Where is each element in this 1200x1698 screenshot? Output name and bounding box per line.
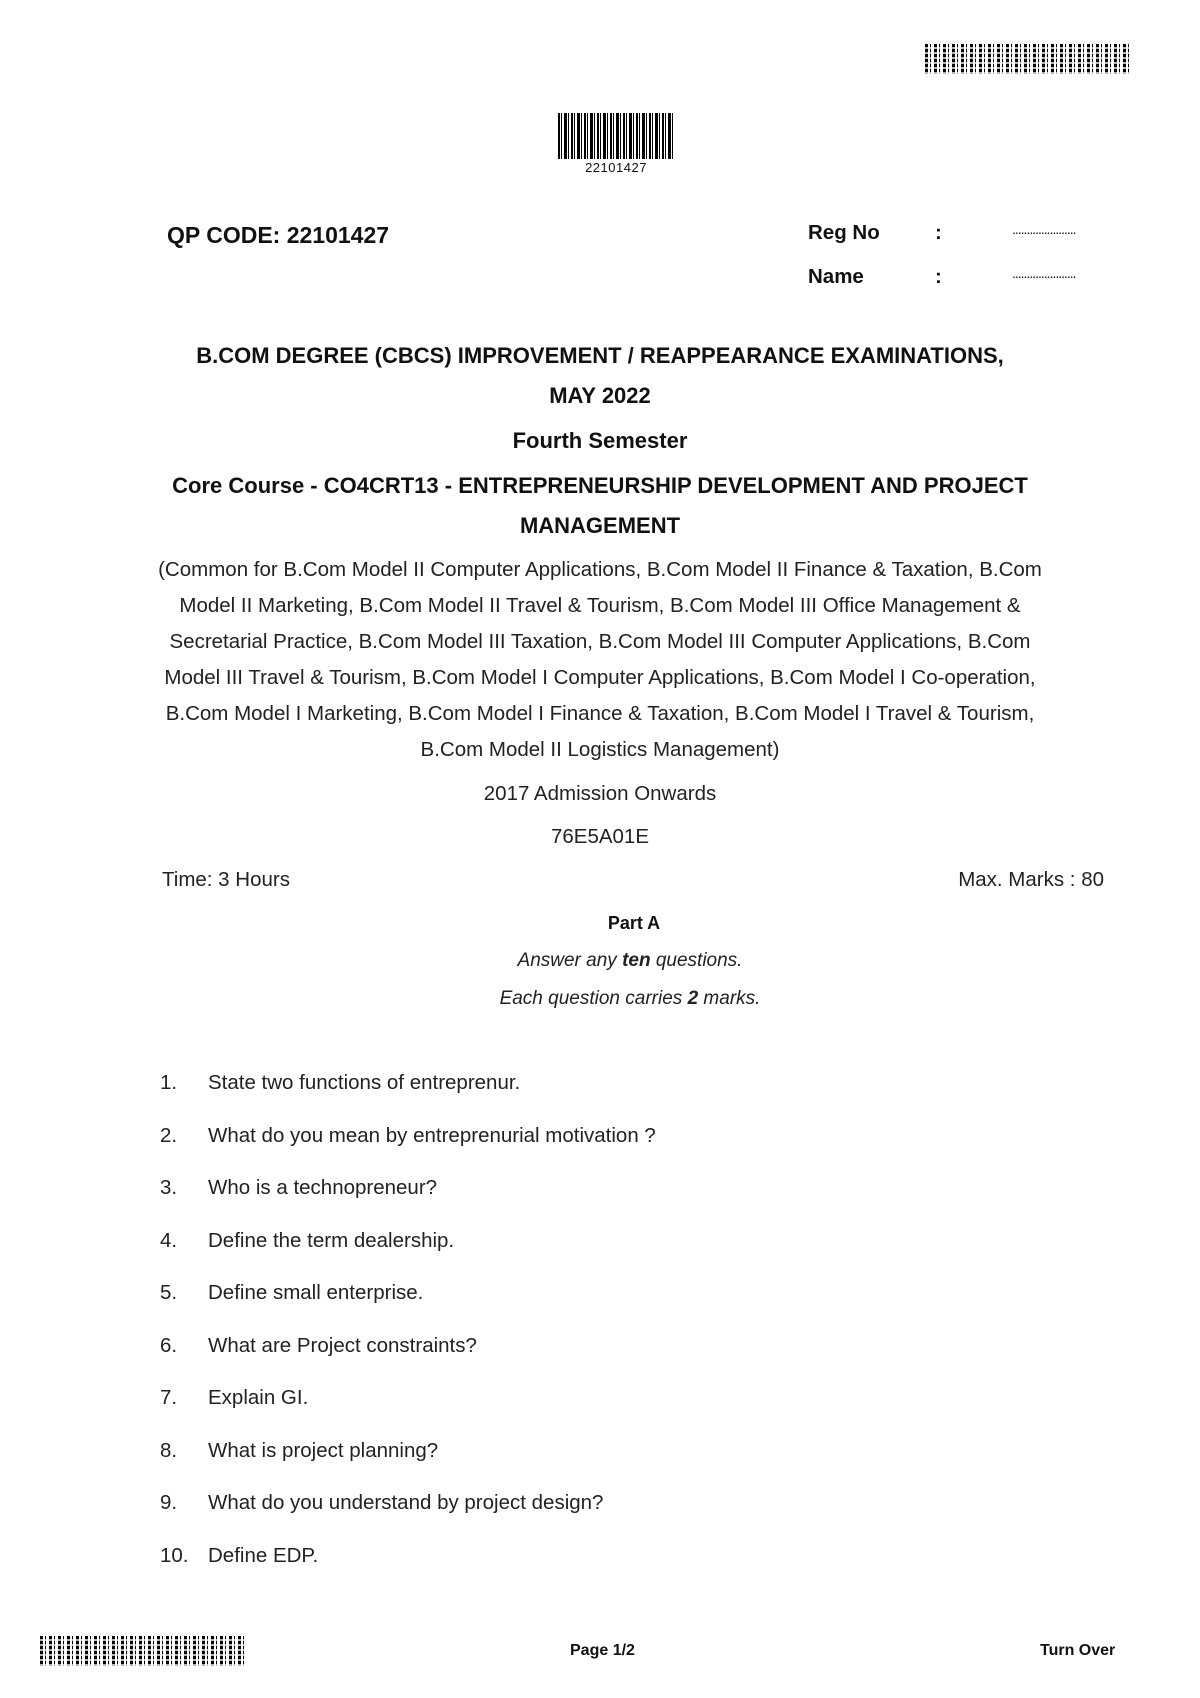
question-number: 4.: [160, 1229, 178, 1252]
part-a-instruction-1: [0, 950, 1200, 972]
qp-code: QP CODE: 22101427: [167, 222, 390, 248]
question-item: [160, 1544, 318, 1568]
instr2-bold: 2: [687, 988, 699, 1009]
turn-over-text: Turn Over: [1040, 1642, 1116, 1659]
question-item: [160, 1124, 656, 1148]
bottom-left-code-strip: [40, 1636, 244, 1666]
time-text: Time: 3 Hours: [162, 868, 290, 891]
question-number: 8.: [160, 1439, 178, 1462]
part-a-heading: Part A: [607, 913, 661, 933]
name-label: Name: [808, 265, 864, 288]
name-field[interactable]: ......................: [1012, 265, 1076, 281]
question-text: What is project planning?: [208, 1439, 439, 1462]
common-line: Model III Travel & Tourism, B.Com Model I Computer Applications, B.Com Model I Co-operation,: [164, 666, 1036, 689]
instr2-pre: Each question carries: [499, 988, 688, 1009]
exam-title-line2: MAY 2022: [549, 383, 651, 408]
reg-no-label: Reg No: [808, 221, 880, 244]
common-line: (Common for B.Com Model II Computer Applications, B.Com Model II Finance & Taxation, B.Com: [158, 558, 1042, 581]
question-item: [160, 1281, 423, 1305]
instr1-post: questions.: [650, 950, 743, 971]
question-text: Define EDP.: [208, 1544, 319, 1567]
question-number: 5.: [160, 1281, 178, 1304]
instr2-post: marks.: [698, 988, 761, 1009]
question-text: What do you mean by entreprenurial motivation ?: [208, 1124, 656, 1147]
question-item: [160, 1439, 438, 1463]
instr1-pre: Answer any: [517, 950, 623, 971]
reg-no-field[interactable]: ......................: [1012, 221, 1076, 237]
question-text: Define the term dealership.: [208, 1229, 455, 1252]
question-text: Who is a technopreneur?: [208, 1176, 438, 1199]
question-text: Explain GI.: [208, 1386, 309, 1409]
name-colon: :: [935, 265, 942, 288]
question-item: [160, 1386, 308, 1410]
question-number: 10.: [160, 1544, 189, 1567]
barcode: [558, 113, 674, 159]
common-line: Model II Marketing, B.Com Model II Travel & Tourism, B.Com Model III Office Management &: [179, 594, 1021, 617]
question-number: 9.: [160, 1491, 178, 1514]
common-line: B.Com Model II Logistics Management): [420, 738, 780, 761]
semester: Fourth Semester: [512, 428, 688, 453]
exam-code: 76E5A01E: [550, 825, 650, 848]
question-number: 7.: [160, 1386, 178, 1409]
course-line2: MANAGEMENT: [519, 513, 681, 538]
instr1-bold: ten: [622, 950, 651, 971]
question-text: What are Project constraints?: [208, 1334, 477, 1357]
question-item: [160, 1334, 477, 1358]
max-marks-text: Max. Marks : 80: [958, 868, 1104, 891]
page-number: Page 1/2: [570, 1642, 635, 1659]
question-text: What do you understand by project design?: [208, 1491, 604, 1514]
common-line: B.Com Model I Marketing, B.Com Model I Finance & Taxation, B.Com Model I Travel & Tourism,: [165, 702, 1035, 725]
question-text: State two functions of entreprenur.: [208, 1071, 521, 1094]
barcode-number: 22101427: [585, 160, 647, 175]
question-text: Define small enterprise.: [208, 1281, 424, 1304]
question-number: 2.: [160, 1124, 178, 1147]
question-item: [160, 1176, 437, 1200]
top-right-code-strip: [925, 44, 1129, 74]
reg-no-colon: :: [935, 221, 942, 244]
admission-text: 2017 Admission Onwards: [483, 782, 717, 805]
exam-title-line1: B.COM DEGREE (CBCS) IMPROVEMENT / REAPPEARANCE EXAMINATIONS,: [196, 343, 1004, 368]
question-item: [160, 1071, 520, 1095]
common-for-paragraph: [0, 552, 1200, 768]
question-number: 6.: [160, 1334, 178, 1357]
question-number: 3.: [160, 1176, 178, 1199]
question-item: [160, 1229, 454, 1253]
question-number: 1.: [160, 1071, 178, 1094]
course-line1: Core Course - CO4CRT13 - ENTREPRENEURSHIP DEVELOPMENT AND PROJECT: [172, 473, 1028, 498]
question-item: [160, 1491, 603, 1515]
part-a-instruction-2: [0, 988, 1200, 1010]
common-line: Secretarial Practice, B.Com Model III Taxation, B.Com Model III Computer Applications, B.Com: [169, 630, 1031, 653]
